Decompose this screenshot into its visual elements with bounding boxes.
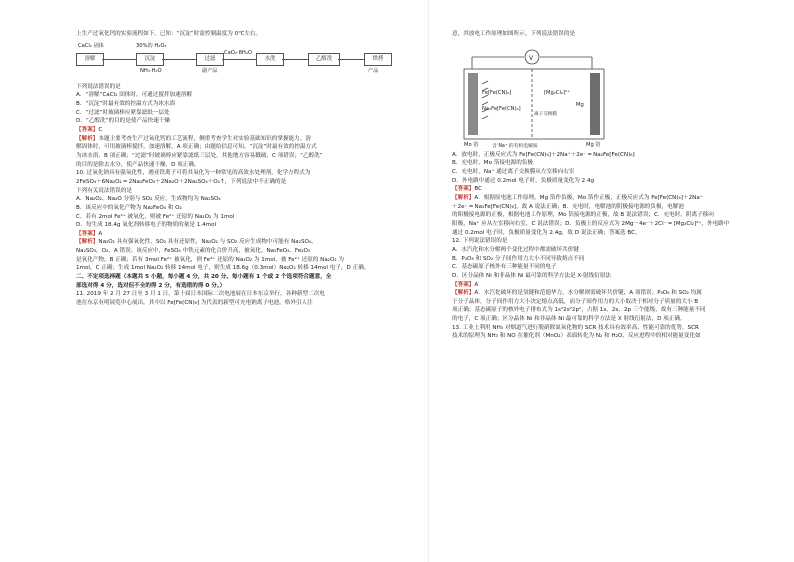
q9-analysis-line: 为冰水浴，B 项正确；“过滤”时玻璃棒应紧靠滤纸三层处，其他地方容易戳破，C 项错误；“乙醇洗”	[76, 152, 323, 159]
q10-analysis-line: 是氧化产物，B 正确；若有 3mol Fe²⁺ 被氧化，则 Fe²⁺ 还原的 Na₂O₂ 为 1mol，被 Fe²⁺ 还原的 Na₂O₂ 为	[76, 256, 345, 263]
flow-input-cacl2: CaCl₂ 固体	[78, 42, 104, 49]
answer-label: 【答案】	[76, 230, 99, 237]
q11-stem-cont: 意，其放电工作原理如图所示。下列说法错误的是	[452, 31, 576, 37]
q10-answer	[76, 230, 408, 239]
flow-product: 产品	[368, 67, 379, 74]
answer-value: C	[98, 126, 103, 133]
section-heading: 二、不定项选择题（本题共 5 小题，每小题 4 分，共 20 分。每小题有 1 个或 2 个选项符合题意，全	[76, 274, 332, 281]
q9-option: D．“乙醇洗”的目的是使产品快速干燥	[76, 118, 171, 125]
mg-foil-electrode	[590, 73, 600, 135]
q12-option: A．水汽化和水分解两个变化过程中都需破坏共价键	[452, 246, 579, 253]
flow-input-nh3: NH₃·H₂O	[140, 67, 162, 74]
q10-option: A．Na₂O₂、Na₂O 分别与 SO₂ 反应，生成物均为 Na₂SO₄	[76, 196, 221, 203]
flow-arrow	[102, 59, 136, 60]
answer-label: 【答案】	[452, 281, 475, 288]
q11-stem-line: 11. 2019 年 2 月 27 日至 3 月 1 日，第十届日本国际二次电池展在日本东京举行，各种新型二次电	[76, 291, 325, 298]
q9-intro: 上生产过氧化钙的实验流程如下。已知：“沉淀”时需控制温度为 0℃左右。	[76, 31, 262, 37]
q10-stem-line: 下列有关说法错误的是	[76, 187, 132, 194]
battery-diagram	[452, 39, 782, 151]
section-heading: 部选对得 4 分，选对但不全的得 2 分，有选错的得 0 分。）	[76, 282, 226, 289]
q12-analysis-line: 的电子，C 项正确；区分晶体 Ni 和非晶体 Ni 最可靠的科学方法是 X 射线衍射法，D 项正确。	[452, 316, 686, 323]
voltmeter-label: V	[529, 54, 534, 62]
q12-answer	[452, 281, 782, 290]
q12-stem: 12. 下列说法错误的是	[452, 238, 508, 245]
column-divider	[428, 0, 429, 562]
membrane-label: 离子交换膜	[534, 111, 557, 117]
answer-label: 【答案】	[452, 186, 475, 193]
flow-step-filter: 过滤	[196, 53, 224, 66]
q12-analysis-line: 于分子晶体，分子间作用力大小决定熔点高低，而分子间作用力的大小取决于相对分子质量的大小 B	[452, 298, 699, 305]
analysis-label: 【解析】	[76, 135, 99, 142]
q11-analysis-line: 通过 0.2mol 电子时，负极质量变化为 2.4g，故 D 说法正确；答案选 BC。	[452, 229, 641, 236]
q12-analysis-line: 【解析】A．水汽化破坏的是氢键和范德华力，水分解则需破坏共价键，A 项错误；P₄O₆ 和 SO₂ 均属	[452, 290, 702, 297]
flow-arrow	[162, 59, 196, 60]
q10-option: D．每生成 18.4g 氧化剂转移电子的物质的量是 1.4mol	[76, 222, 217, 229]
left-bottom-label: Na₂Fe[Fe(CN)₆]	[482, 105, 521, 112]
flow-step-ethanol-wash: 乙醇洗	[308, 53, 340, 66]
q9-option: A．“溶解”CaCl₂ 固体时，可通过搅拌加速溶解	[76, 92, 192, 99]
analysis-label: 【解析】	[76, 239, 99, 246]
q11-analysis-line: 阳极，Na⁺ 应从左室移向右室，C 说法错误；D．负极上的反应式为 2Mg－4e⁻＋2Cl⁻ ═ [Mg₂Cl₂]²⁺，外电路中	[452, 220, 730, 227]
q13-stem-line: 13. 工业上利用 NH₃ 对烟道气进行脱硝除氮氧化物的 SCR 技术具有效率高、性能可靠的优势。SCR	[452, 324, 699, 331]
answer-value: A	[98, 230, 103, 237]
mg-foil-label: Mg 箔	[586, 141, 601, 148]
q9-option: B．“沉淀”时最有效的控温方式为冰水浴	[76, 100, 176, 107]
flow-intermediate: CaO₂·8H₂O	[224, 49, 252, 56]
flow-arrow	[282, 59, 308, 60]
q10-option: C．若有 2mol Fe²⁺ 被氧化，则被 Fe²⁺ 还原的 Na₂O₂ 为 1mol	[76, 213, 235, 220]
q11-option: C．充电时，Na⁺ 通过离子交换膜从左室移向右室	[452, 168, 575, 175]
flow-arrow	[338, 59, 364, 60]
right-top-label: [Mg₂Cl₂]²⁺	[544, 89, 570, 96]
q10-analysis-line: 【解析】Na₂O₂ 具有强氧化性，SO₂ 具有还原性，Na₂O₂ 与 SO₂ 反应生成物中可能有 Na₂SO₄，	[76, 239, 317, 246]
flow-byproduct: 副产品	[202, 67, 218, 74]
right-column	[452, 0, 782, 341]
flow-step-water-wash: 水洗	[256, 53, 284, 66]
q9-stem: 下列说法错误的是	[76, 83, 121, 90]
q11-analysis-line: ＋2e⁻ ═ Na₂Fe[Fe(CN)₆]，故 A 说法正确；B．充电时，电解池的阴极接电源的负极，电解池	[452, 203, 684, 210]
flow-step-bake: 烘烤	[364, 53, 392, 66]
q12-analysis-line: 项正确；基态碳原子的核外电子排布式为 1s²2s²2p²，占据 1s、2s、2p 三个能级，故有三种能量不同	[452, 307, 706, 314]
q9-answer	[76, 126, 408, 135]
q12-option: C．基态碳原子核外有三种能量不同的电子	[452, 264, 557, 271]
q10-option: B．该反应中的氧化产物为 Na₂FeO₄ 和 O₂	[76, 204, 182, 211]
flow-step-dissolve: 溶解	[76, 53, 104, 66]
battery-diagram-svg	[452, 39, 622, 151]
q9-analysis-line: 的目的是除去水分，使产品快速干燥，D 项正确。	[76, 161, 200, 168]
q12-option: D．区分晶体 Ni 和非晶体 Ni 最可靠的科学方法是 X-射线衍射法	[452, 272, 611, 279]
q10-analysis-line: 1mol，C 正确；生成 1mol Na₂O₂ 转移 14mol 电子，则生成 18.6g（0.3mol）Na₂O₂ 转移 14mol 电子，D 正确。	[76, 265, 370, 272]
q11-option: B．充电时，Mo 箔接电源的负极	[452, 160, 533, 167]
left-column	[76, 0, 408, 308]
q11-analysis-line: 的阳极接电源的正极，根据电池工作原理，Mo 箔接电源的正极，故 B 说法错误；C．充电时，阴离子移向	[452, 212, 714, 219]
q9-analysis-line: 【解析】本题主要考查生产过氧化钙的工艺流程，侧重考查学生对实验基础知识的掌握能力。溶	[76, 135, 311, 142]
q13-stem-line: 技术的原理为 NH₃ 和 NO 在催化剂（MnO₂）表面转化为 N₂ 和 H₂O，反应进程中的相对能量变化如	[452, 333, 701, 340]
answer-value: BC	[474, 186, 483, 193]
analysis-label: 【解析】	[452, 290, 475, 297]
flow-input-h2o2: 30%的 H₂O₂	[136, 42, 167, 49]
q11-option: A．放电时，正极反应式为 Fe[Fe(CN)₆]＋2Na⁺＋2e⁻ ═ Na₂Fe[Fe(CN)₆]	[452, 151, 635, 158]
answer-value: A	[474, 281, 479, 288]
q10-stem-line: 10. 过氧化钠具有强氧化性，遇亚铁离子可将其氧化为一种常见的高效水处理剂，化学方程式为	[76, 170, 311, 177]
q11-option: D．外电路中通过 0.2mol 电子时，负极质量变化为 2.4g	[452, 177, 595, 184]
flow-step-precipitate: 沉淀	[136, 53, 164, 66]
q9-flow-diagram	[76, 41, 408, 101]
right-mg-label: Mg	[576, 101, 584, 108]
q9-analysis-line: 解固体时，可用玻璃棒搅拌，加速溶解，A 项正确；由题给信息可知，“沉淀”时最有效的控温方式	[76, 144, 317, 151]
q9-option: C．“过滤”时玻璃棒应紧靠滤纸一层处	[76, 109, 170, 116]
q11-analysis-line: 【解析】A．根据原电池工作原理，Mg 箔作负极，Mo 箔作正极，正极反应式为 Fe[Fe(CN)₆]＋2Na⁺	[452, 194, 703, 201]
q12-option: B．P₄O₆ 和 SO₂ 分子间作用力大小不同导致熔点不同	[452, 255, 585, 262]
left-top-label: Fe[Fe(CN)₆]	[482, 89, 512, 96]
q10-stem-line: 2FeSO₄＋6Na₂O₂ ═ 2Na₂FeO₄＋2Na₂O＋2Na₂SO₄＋O₂↑，下列说法中不正确的是	[76, 178, 287, 185]
mo-foil-electrode	[468, 73, 478, 135]
q11-stem-line: 池在东京有明展览中心展出，其中以 Fe[Fe(CN)₆] 为代表的新型可充电钠离子电池，格外引人注	[76, 300, 313, 307]
answer-label: 【答案】	[76, 126, 99, 133]
q10-analysis-line: Na₂SO₃，O₂，A 错误；该反应中，FeSO₄ 中铁元素的化合价升高，被氧化，Na₂FeO₄、Fe₂O₃	[76, 248, 311, 255]
q11-answer	[452, 185, 782, 194]
analysis-label: 【解析】	[452, 194, 475, 201]
flow-arrow	[222, 59, 256, 60]
mo-foil-label: Mo 箔	[464, 141, 479, 148]
electrolyte-label: 含 Na⁺ 的有机电解质	[492, 143, 538, 149]
